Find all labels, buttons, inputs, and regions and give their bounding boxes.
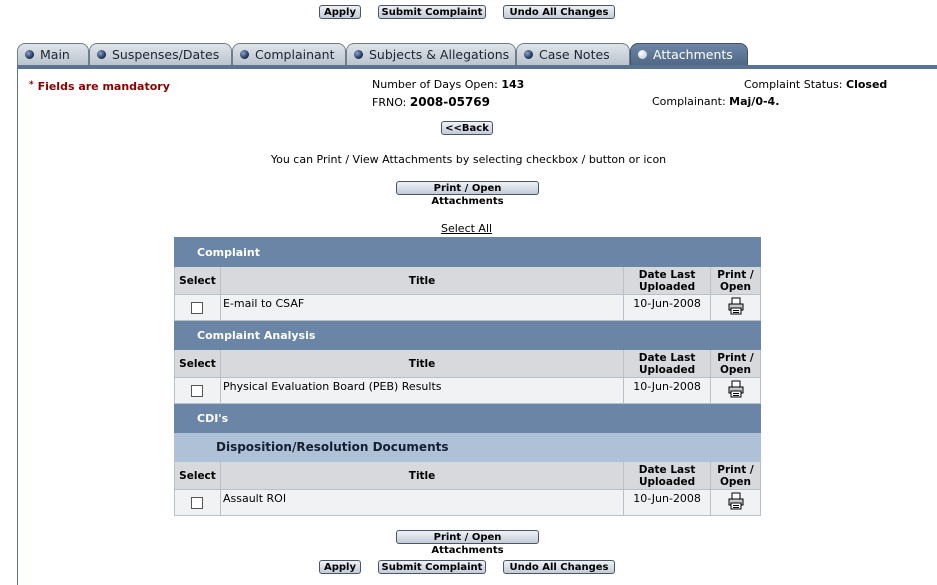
undo-all-changes-button-top[interactable]: Undo All Changes — [503, 5, 615, 19]
attachment-date: 10-Jun-2008 — [624, 295, 711, 321]
print-header-line2: Open — [719, 280, 752, 293]
print-header-line1: Print / — [717, 463, 754, 476]
tab-attachments[interactable] — [630, 43, 748, 66]
date-header-line1: Date Last — [638, 351, 696, 364]
tab-subjects-allegations[interactable] — [346, 43, 516, 66]
instructions-text: You can Print / View Attachments by selecting checkbox / button or icon — [270, 153, 667, 166]
title-column-header: Title — [220, 462, 623, 490]
date-column-header — [624, 462, 711, 490]
tab-bullet-icon — [638, 50, 647, 59]
complaint-status-label: Complaint Status: — [744, 78, 843, 91]
select-column-header: Select — [175, 267, 221, 295]
attachment-date: 10-Jun-2008 — [624, 378, 711, 404]
apply-button-bottom[interactable]: Apply — [319, 560, 361, 574]
complaint-status-value: Closed — [846, 78, 888, 91]
section-title: CDI's — [175, 404, 761, 433]
section-title: Complaint — [175, 238, 761, 267]
tab-label: Main — [40, 47, 70, 62]
attachment-date: 10-Jun-2008 — [624, 490, 711, 516]
select-cell — [175, 295, 221, 321]
select-cell — [175, 490, 221, 516]
complainant-label: Complainant: — [652, 95, 726, 108]
attachment-title: Physical Evaluation Board (PEB) Results — [220, 378, 623, 404]
date-column-header — [624, 350, 711, 378]
attachment-title: E-mail to CSAF — [220, 295, 623, 321]
print-cell — [711, 490, 761, 516]
print-header-line2: Open — [719, 363, 752, 376]
complaint-status — [744, 78, 887, 91]
frno-label: FRNO: — [372, 96, 407, 109]
tab-suspenses-dates[interactable] — [89, 43, 232, 66]
tab-bullet-icon — [524, 50, 533, 59]
print-open-attachments-button-bottom[interactable]: Print / Open Attachments — [396, 530, 539, 544]
print-open-attachments-button-top[interactable]: Print / Open Attachments — [396, 181, 539, 195]
tab-bullet-icon — [25, 50, 34, 59]
tab-complainant[interactable] — [232, 43, 346, 66]
printer-icon[interactable] — [727, 297, 745, 315]
submit-complaint-button-top[interactable]: Submit Complaint — [378, 5, 486, 19]
mandatory-note — [29, 80, 170, 93]
days-open-value: 143 — [501, 78, 525, 91]
title-column-header: Title — [220, 350, 623, 378]
tab-label: Suspenses/Dates — [112, 47, 220, 62]
tab-case-notes[interactable] — [516, 43, 630, 66]
tab-bullet-icon — [240, 50, 249, 59]
days-open-label: Number of Days Open: — [372, 78, 498, 91]
table-row — [175, 490, 761, 516]
tab-label: Case Notes — [539, 47, 610, 62]
mandatory-text: Fields are mandatory — [37, 80, 170, 93]
attachments-table — [174, 237, 761, 516]
select-cell — [175, 378, 221, 404]
date-column-header — [624, 267, 711, 295]
tab-main[interactable] — [17, 43, 89, 66]
select-column-header: Select — [175, 462, 221, 490]
date-header-line2: Uploaded — [639, 280, 696, 293]
submit-complaint-button-bottom[interactable]: Submit Complaint — [378, 560, 486, 574]
print-cell — [711, 295, 761, 321]
row-checkbox[interactable] — [191, 302, 203, 314]
section-title: Complaint Analysis — [175, 321, 761, 350]
date-header-line2: Uploaded — [639, 363, 696, 376]
subsection-title: Disposition/Resolution Documents — [175, 433, 761, 462]
days-open — [372, 78, 524, 91]
table-row — [175, 378, 761, 404]
table-row — [175, 295, 761, 321]
tab-label: Subjects & Allegations — [369, 47, 510, 62]
tab-label: Complainant — [255, 47, 335, 62]
complainant-info — [652, 95, 779, 108]
date-header-line1: Date Last — [638, 268, 696, 281]
undo-all-changes-button-bottom[interactable]: Undo All Changes — [503, 560, 615, 574]
row-checkbox[interactable] — [191, 385, 203, 397]
print-column-header — [711, 462, 761, 490]
printer-icon[interactable] — [727, 380, 745, 398]
tab-label: Attachments — [653, 47, 733, 62]
section-header-complaint-analysis — [175, 321, 761, 350]
date-header-line2: Uploaded — [639, 475, 696, 488]
row-checkbox[interactable] — [191, 497, 203, 509]
title-column-header: Title — [220, 267, 623, 295]
print-header-line1: Print / — [717, 351, 754, 364]
date-header-line1: Date Last — [638, 463, 696, 476]
column-header-row — [175, 267, 761, 295]
printer-icon[interactable] — [727, 492, 745, 510]
select-all-link[interactable]: Select All — [441, 222, 493, 235]
apply-button-top[interactable]: Apply — [319, 5, 361, 19]
column-header-row — [175, 350, 761, 378]
subsection-header-disposition — [175, 433, 761, 462]
section-header-complaint — [175, 238, 761, 267]
print-header-line2: Open — [719, 475, 752, 488]
complainant-value: Maj/0-4. — [729, 95, 780, 108]
print-header-line1: Print / — [717, 268, 754, 281]
tab-bullet-icon — [97, 50, 106, 59]
tab-bar — [0, 40, 937, 66]
print-column-header — [711, 267, 761, 295]
column-header-row — [175, 462, 761, 490]
section-header-cdis — [175, 404, 761, 433]
back-button[interactable]: <<Back — [441, 121, 493, 135]
print-cell — [711, 378, 761, 404]
print-column-header — [711, 350, 761, 378]
mandatory-marker: * — [29, 80, 34, 90]
frno — [372, 95, 490, 109]
frno-value: 2008-05769 — [409, 95, 491, 109]
attachment-title: Assault ROI — [220, 490, 623, 516]
tab-bullet-icon — [354, 50, 363, 59]
select-column-header: Select — [175, 350, 221, 378]
